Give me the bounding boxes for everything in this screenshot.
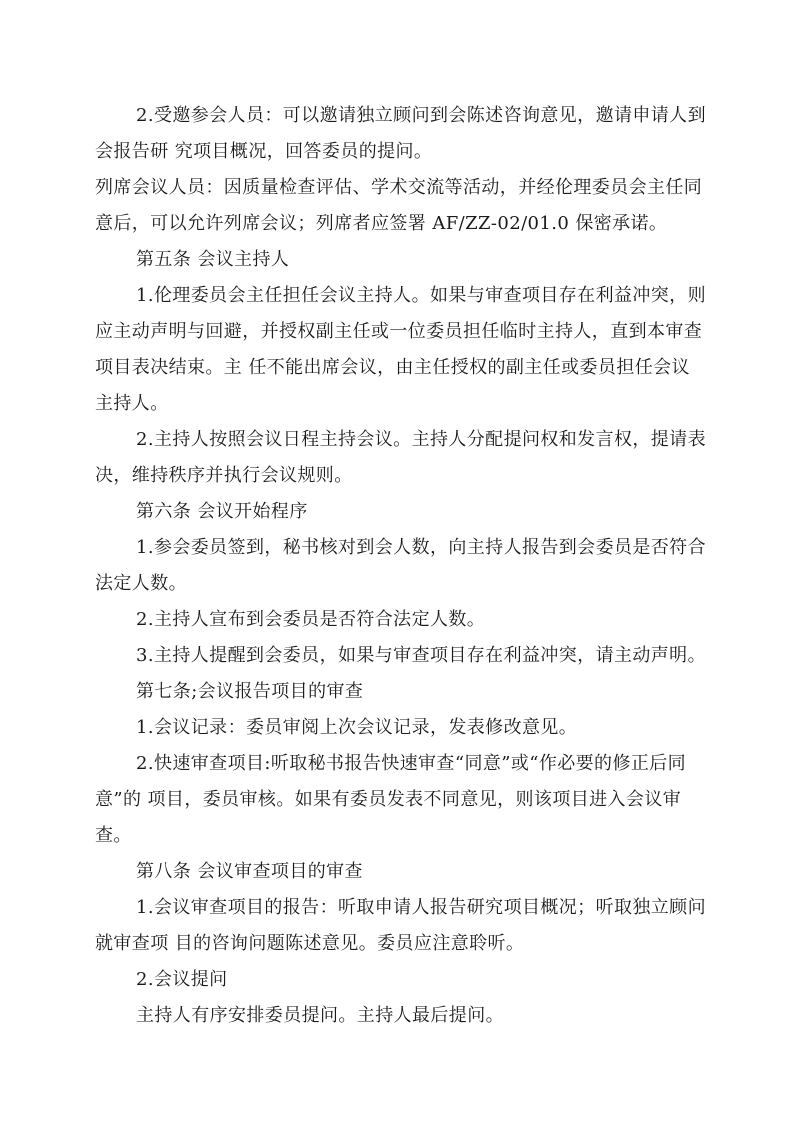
paragraph-chair-agenda: 2.主持人按照会议日程主持会议。主持人分配提问权和发言权，提请表决，维持秩序并执行会议规则。 — [95, 429, 706, 486]
article-8-heading: 第八条 会议审查项目的审查 — [136, 861, 363, 882]
article-6-heading: 第六条 会议开始程序 — [136, 501, 308, 522]
paragraph-expedited-review: 2.快速审查项目:听取秘书报告快速审查“同意”或“作必要的修正后同意”的 项目，委员审核。如果有委员发表不同意见，则该项目进入会议审查。 — [95, 753, 687, 846]
paragraph-conflict-reminder: 3.主持人提醒到会委员，如果与审查项目存在利益冲突，请主动声明。 — [136, 645, 706, 666]
paragraph-minutes: 1.会议记录：委员审阅上次会议记录，发表修改意见。 — [136, 717, 578, 738]
paragraph-chair-conflict: 1.伦理委员会主任担任会议主持人。如果与审查项目存在利益冲突，则应主动声明与回避，并授权副主任或一位委员担任临时主持人，直到本审查项目表决结束。主 任不能出席会议，由主任授权的副主任或委员担任会议主持人。 — [95, 285, 706, 414]
document-body — [95, 98, 707, 1034]
paragraph-observers: 列席会议人员：因质量检查评估、学术交流等活动，并经伦理委员会主任同意后，可以允许列席会议；列席者应签署 AF/ZZ-02/01.0 保密承诺。 — [95, 177, 703, 234]
paragraph-sign-in: 1.参会委员签到，秘书核对到会人数，向主持人报告到会委员是否符合法定人数。 — [95, 537, 706, 594]
paragraph-review-report: 1.会议审查项目的报告：听取申请人报告研究项目概况；听取独立顾问就审查项 目的咨询问题陈述意见。委员应注意聆听。 — [95, 897, 706, 954]
paragraph-quorum: 2.主持人宣布到会委员是否符合法定人数。 — [136, 609, 486, 630]
paragraph-questions-order: 主持人有序安排委员提问。主持人最后提问。 — [136, 1005, 504, 1026]
paragraph-invited-attendees: 2.受邀参会人员：可以邀请独立顾问到会陈述咨询意见，邀请申请人到会报告研 究项目概况，回答委员的提问。 — [95, 105, 706, 162]
paragraph-questions-heading: 2.会议提问 — [136, 969, 228, 990]
article-7-heading: 第七条;会议报告项目的审查 — [136, 681, 364, 702]
article-5-heading: 第五条 会议主持人 — [136, 249, 290, 270]
